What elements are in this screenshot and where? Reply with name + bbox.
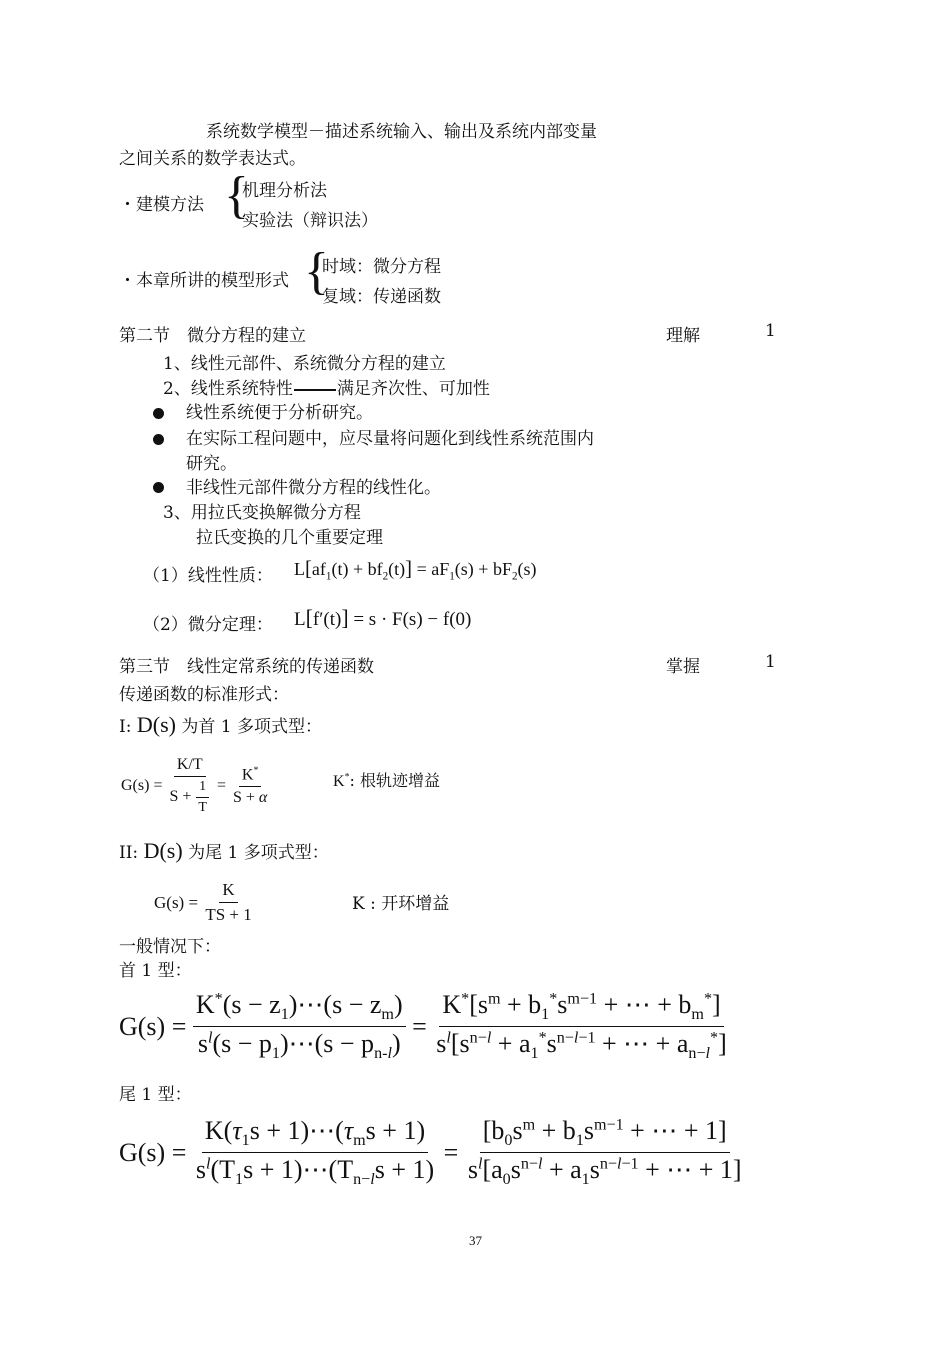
type2-line bbox=[119, 838, 329, 864]
model-forms-item-2: 复域：传递函数 bbox=[322, 287, 441, 307]
modeling-brace: { bbox=[224, 167, 249, 224]
general-case: 一般情况下： bbox=[119, 937, 221, 957]
bullet-3: 非线性元部件微分方程的线性化。 bbox=[186, 478, 441, 498]
model-forms-item-1: 时域：微分方程 bbox=[322, 257, 441, 277]
section3-title: 第三节 线性定常系统的传递函数 bbox=[119, 657, 374, 677]
bullet-dot-2 bbox=[153, 430, 164, 449]
std-form-heading: 传递函数的标准形式： bbox=[119, 685, 289, 705]
bullet-2: 在实际工程问题中，应尽量将问题化到线性系统范围内 bbox=[186, 429, 594, 449]
head1-formula: G(s) = $\frac{K^*(s - z_1)\cdots(s - z_m)}{s^l(s - p_1)\cdots(s - p_{n-l})}$ = $\frac{K^*[s^m + b_1^*s^{m-1} + \cdots + b_m^*]}{s^l[s^{n-l} + a_1^*s^{n-l-1} + \cdots + a_{n-l}^*]}$ bbox=[119, 990, 727, 1063]
k-note: K : 开环增益 bbox=[352, 894, 450, 914]
model-forms-brace: { bbox=[304, 243, 329, 300]
prop2-label: （2）微分定理： bbox=[143, 615, 273, 635]
modeling-label: ・建模方法 bbox=[119, 195, 204, 215]
bullet-2-cont: 研究。 bbox=[186, 454, 237, 474]
section2-item-2-a: 2、线性系统特性 bbox=[163, 379, 293, 399]
k-star-note: K*: 根轨迹增益 bbox=[333, 771, 440, 790]
linearity-formula: $L[af_1(t) + bf_2(t)] = aF_1(s) + bF_2(s)$ bbox=[294, 558, 537, 583]
section2-hours: 1 bbox=[765, 321, 776, 341]
section3-level: 掌握 bbox=[666, 657, 700, 677]
type1-formula: G(s) = K/T S + $\frac{1}{T}$ = $\frac{K^*}{S + \alpha}$ bbox=[121, 756, 268, 815]
type2-suffix: 为尾 1 多项式型： bbox=[188, 843, 329, 863]
prop1-label: （1）线性性质： bbox=[143, 566, 273, 586]
laplace-title: 拉氏变换的几个重要定理 bbox=[196, 528, 383, 548]
bullet-dot-1 bbox=[153, 404, 164, 423]
intro-line-2: 之间关系的数学表达式。 bbox=[119, 149, 306, 169]
section2-item-2-b: 满足齐次性、可加性 bbox=[336, 379, 490, 399]
section2-item-3: 3、用拉氏变换解微分方程 bbox=[163, 503, 361, 523]
tail1-label: 尾 1 型： bbox=[119, 1085, 192, 1105]
type1-suffix: 为首 1 多项式型： bbox=[181, 717, 322, 737]
bullet-1: 线性系统便于分析研究。 bbox=[186, 403, 373, 423]
type1-line bbox=[119, 712, 322, 738]
modeling-item-1: 机理分析法 bbox=[242, 181, 327, 201]
model-forms-label: ・本章所讲的模型形式 bbox=[119, 271, 289, 291]
type2-formula: G(s) = $\frac{K}{TS + 1}$ bbox=[154, 880, 252, 924]
page-number: 37 bbox=[469, 1233, 482, 1248]
section2-level: 理解 bbox=[666, 326, 700, 346]
type1-prefix: I: bbox=[119, 717, 132, 737]
section3-hours: 1 bbox=[765, 652, 776, 672]
section2-title: 第二节 微分方程的建立 bbox=[119, 326, 306, 346]
modeling-item-2: 实验法（辩识法） bbox=[242, 211, 378, 231]
type2-prefix: II: bbox=[119, 843, 139, 863]
bullet-dot-3 bbox=[153, 478, 164, 497]
differentiation-formula: L[f′(t)] = s · F(s) − f(0) bbox=[294, 606, 472, 630]
head1-label: 首 1 型： bbox=[119, 961, 192, 981]
type1-ds: D(s) bbox=[136, 712, 176, 737]
intro-line-1: 系统数学模型－描述系统输入、输出及系统内部变量 bbox=[206, 122, 597, 142]
tail1-formula: G(s) = $\frac{K(\tau_1s + 1)\cdots(\tau_ms + 1)}{s^l(T_1s + 1)\cdots(T_{n-l}s + 1)}$ = $\frac{[b_0s^m + b_1s^{m-1} + \cdots + 1]}{s^l[a_0s^{n-l} + a_1s^{n-l-1} + \cdots + 1]}$ bbox=[119, 1116, 742, 1189]
section2-item-2 bbox=[163, 374, 490, 399]
type2-ds: D(s) bbox=[143, 838, 183, 863]
em-dash bbox=[294, 389, 336, 391]
section2-item-1: 1、线性元部件、系统微分方程的建立 bbox=[163, 354, 446, 374]
